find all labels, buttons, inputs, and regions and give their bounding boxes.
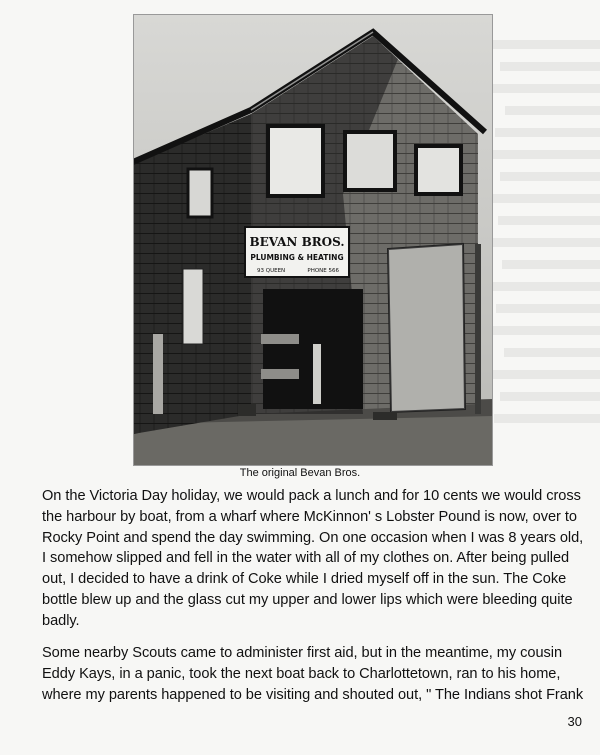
bevan-bros-sign <box>245 227 349 277</box>
paragraph-victoria-day: On the Victoria Day holiday, we would pack a lunch and for 10 cents we would cross the harbour by boat, from a wharf where McKinnon' s Lobster Pound is now, over to Rocky Point and spend the day swimming. On one occasion when I was 8 years old, I somehow slipped and fell in the water with all of my clothes on. After being pulled out, I decided to have a drink of Coke while I dried myself off in the sun. The Coke bottle blew up and the glass cut my upper and lower lips which were bleeding quite badly. <box>42 488 584 629</box>
building-photo-illustration <box>133 14 493 466</box>
sign-line-2: PLUMBING & HEATING <box>250 253 344 262</box>
sign-line-3-left: 93 QUEEN <box>257 268 286 274</box>
paragraph-scouts-first-aid: Some nearby Scouts came to administer first aid, but in the meantime, my cousin Eddy Kays, in a panic, took the next boat back to Charlottetown, ran to his home, where my parents happened to be visiting and shouted out, " The Indians shot Frank <box>42 645 584 703</box>
sign-line-3-right: PHONE 566 <box>307 268 339 274</box>
sign-line-1: BEVAN BROS. <box>249 235 345 249</box>
photo-caption: The original Bevan Bros. <box>239 467 361 479</box>
historic-photo-bevan-bros-building <box>133 14 493 466</box>
page-number: 30 <box>567 714 582 729</box>
